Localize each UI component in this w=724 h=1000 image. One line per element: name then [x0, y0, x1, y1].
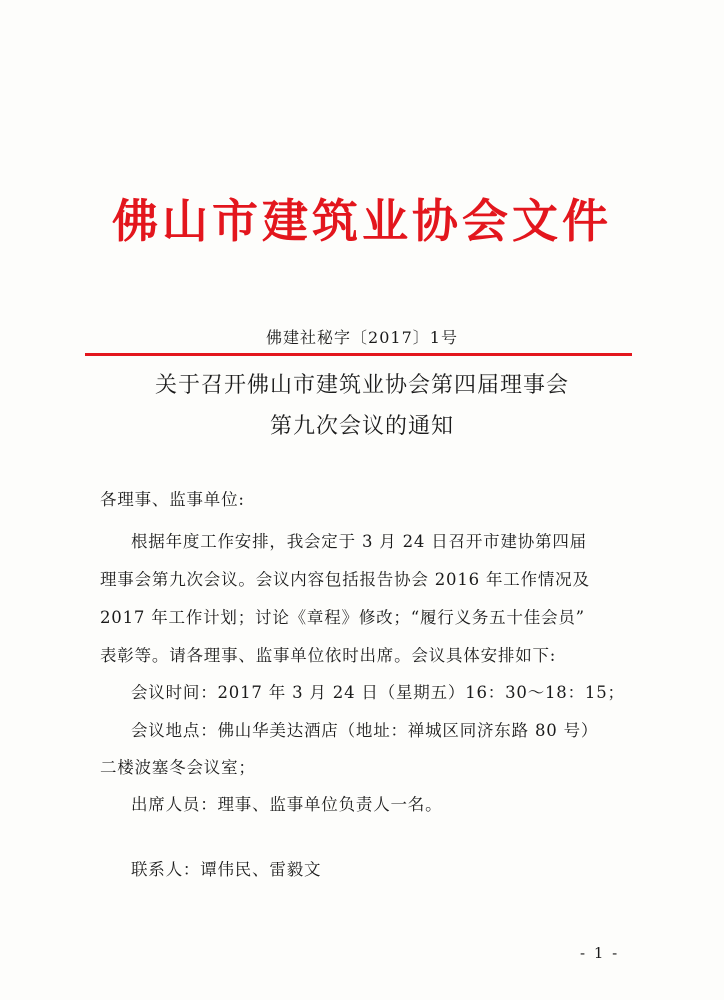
body-paragraph-line: 根据年度工作安排，我会定于 3 月 24 日召开市建协第四届 [131, 532, 587, 551]
meeting-place-line-2: 二楼波塞冬会议室； [100, 758, 256, 777]
org-header-title: 佛山市建筑业协会文件 [112, 194, 612, 248]
page-number: - 1 - [580, 944, 620, 962]
body-paragraph-line: 表彰等。请各理事、监事单位依时出席。会议具体安排如下: [100, 646, 557, 665]
meeting-place-line-1: 会议地点：佛山华美达酒店（地址：禅城区同济东路 80 号） [131, 721, 599, 740]
body-paragraph-line: 理事会第九次会议。会议内容包括报告协会 2016 年工作情况及 [100, 570, 590, 589]
notice-title-line-1: 关于召开佛山市建筑业协会第四届理事会 [154, 373, 569, 398]
red-divider-line [85, 353, 632, 356]
salutation: 各理事、监事单位: [100, 490, 245, 509]
attendees: 出席人员：理事、监事单位负责人一名。 [131, 795, 443, 814]
notice-title-line-2: 第九次会议的通知 [269, 414, 454, 439]
meeting-time: 会议时间：2017 年 3 月 24 日（星期五）16：30～18：15； [131, 683, 625, 702]
body-paragraph-line: 2017 年工作计划；讨论《章程》修改；“履行义务五十佳会员” [100, 608, 585, 627]
contact-persons: 联系人：谭伟民、雷毅文 [131, 860, 322, 879]
document-number: 佛建社秘字〔2017〕1号 [266, 328, 458, 347]
